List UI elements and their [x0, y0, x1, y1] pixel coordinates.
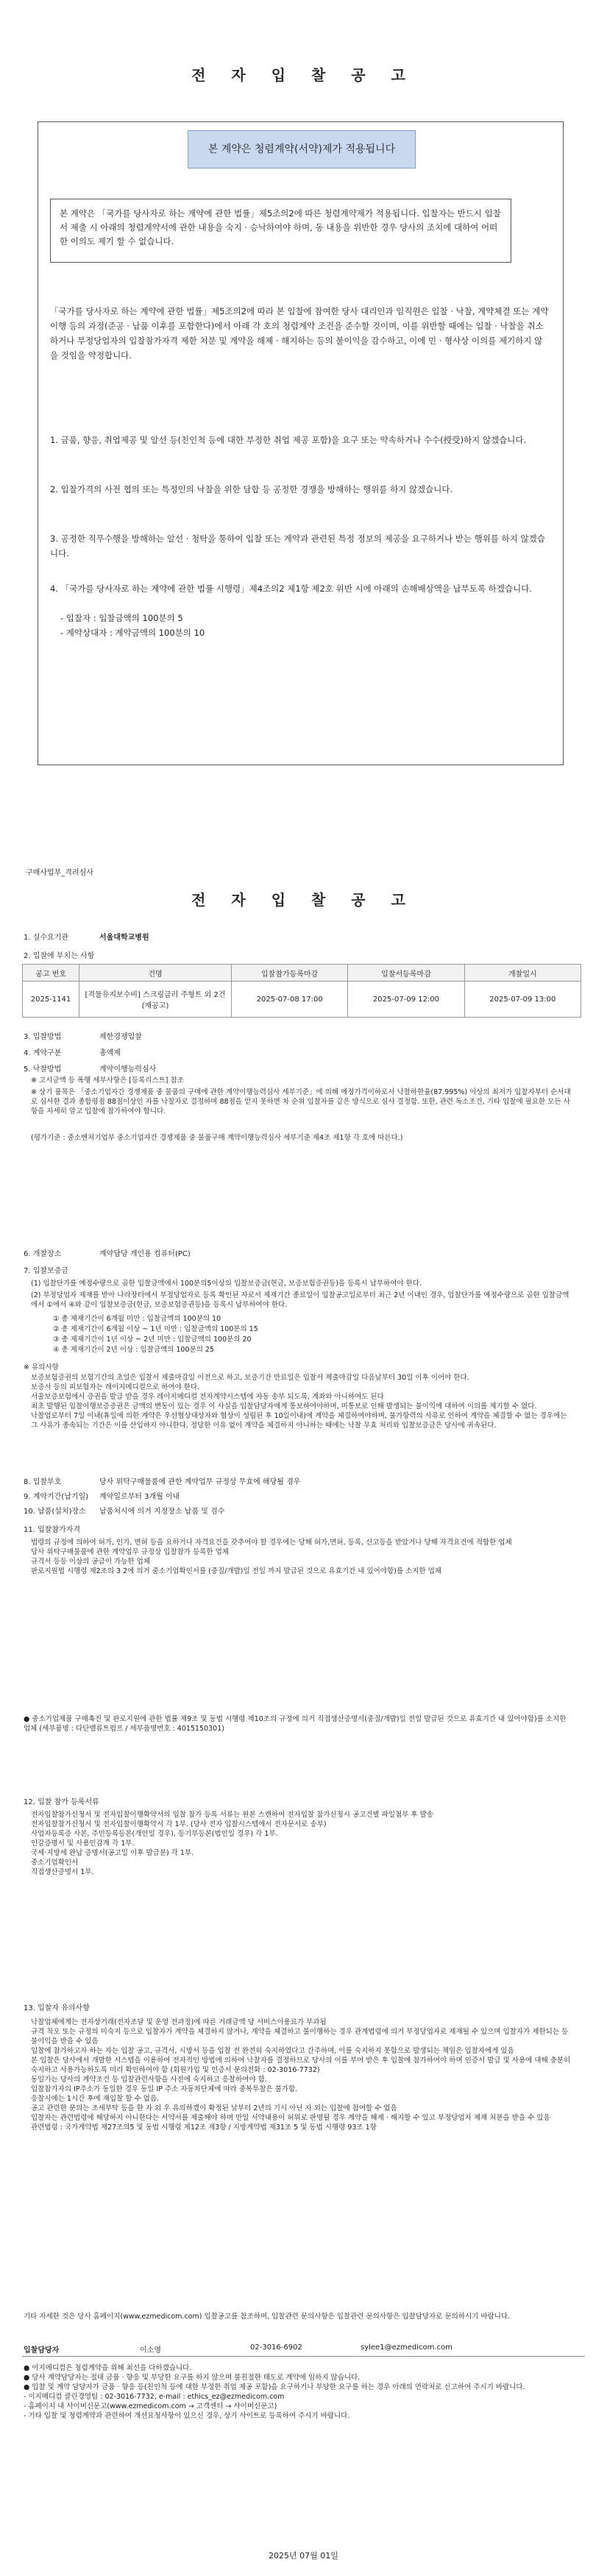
- list-item: 응찰시에는 1시간 후에 재입찰 할 수 없음.: [31, 2095, 160, 2103]
- contact-name: 이소영: [140, 2346, 161, 2355]
- list-item: 보증보험증권의 보험기간의 초일은 입찰서 제출마감일 이전으로 하고, 보증기간 만료일은 입찰서 제출마감일 다음날부터 30일 이후 이어야 한다.: [31, 1374, 469, 1382]
- table-row: [23, 982, 581, 1018]
- contact-email[interactable]: sylee1@ezmedicom.com: [361, 2343, 452, 2352]
- deposit-note-head: ※ 유의사항: [24, 1363, 59, 1372]
- list-item: 서울보증보험에서 증권을 발급 받을 경우 레이지메디컬 전자계약시스템에 자동 송부 되도록, 계좌와 아니하여도 된다: [31, 1393, 384, 1401]
- list-item: 전자입찰참가신청서 및 전자입찰이행확약서의 입찰 참가 등록 서류는 원본 스캔하여 전자입찰 참가신청시 공고건별 파일첨부 후 발송: [31, 1811, 434, 1819]
- integrity-banner: 본 계약은 청렴계약(서약)제가 적용됩니다: [188, 130, 416, 168]
- dev-value: 계약담당 개인용 컴퓨터(PC): [99, 1250, 191, 1258]
- table-cell: 2025-07-09 13:00: [464, 982, 581, 1018]
- table-cell: 2025-07-08 17:00: [232, 982, 348, 1018]
- list-item: - 홈페이지 내 사이버신문고(www.ezmedicom.com → 고객센터 → 사이버신문고): [24, 2402, 277, 2410]
- bid-schedule-table: [22, 964, 581, 1018]
- award-value: 계약이행능력심사: [99, 1065, 157, 1074]
- divider: [22, 2356, 585, 2357]
- docs-list: [31, 1810, 575, 1877]
- list-item: - 이지메디컴 클린경영팀 : 02-3016-7732, e-mail : ethics_ez@ezmedicom.com: [24, 2393, 285, 2401]
- list-item: 당사 위탁구매물품에 관한 계약업무 규정상 입찰참가 등록한 업체: [31, 1548, 229, 1556]
- list-item: 입찰자는 관련법령에 해당하지 아니한다는 서약서를 제출해야 하며 만일 서약내용이 허위로 판명될 경우 계약을 해제 · 해지할 수 있고 부정당업자 제재 처분을 받을 수 있음: [31, 2114, 550, 2122]
- table-cell: [격물유지보수비] 스크링클러 주형트 외 2건(재공고): [79, 982, 232, 1018]
- table-cell: 2025-07-09 12:00: [348, 982, 464, 1018]
- deposit-label: 7. 입찰보증금: [24, 1267, 69, 1275]
- table-cell: 2025-1141: [23, 982, 79, 1018]
- list-item: 관련법령 : 국가계약법 제27조의5 및 동법 시행령 제12조 제3항 / 지방계약법 제31조 5 및 동법 시행령 93조 1항: [31, 2123, 377, 2132]
- table-header: 입찰참가등록마감: [232, 965, 348, 982]
- list-item: 낙찰업체에게는 전자상거래(전자조달 및 운영 전과정)에 따른 거래금액 당 서비스이용료가 부과됨: [31, 2018, 327, 2026]
- deposit-2d: ④ 총 제재기간이 2년 이상 : 입찰금액의 100분의 25: [53, 1346, 214, 1354]
- deposit-2c: ③ 총 제재기간이 1년 이상 ~ 2년 미만 : 입찰금액의 100분의 20: [53, 1335, 252, 1344]
- method-value: 제한경쟁입찰: [99, 1033, 142, 1041]
- table-header: 입찰서등록마감: [348, 965, 464, 982]
- contact-phone: 02-3016-6902: [250, 2343, 302, 2352]
- integrity-item-3: 3. 공정한 직무수행을 방해하는 알선 · 청탁을 통하여 입찰 또는 계약과 관련된 특정 정보의 제공을 요구하거나 받는 행위를 하지 않겠습니다.: [50, 533, 545, 558]
- award-label: 5. 낙찰방법: [24, 1065, 62, 1074]
- list-item: 사업자등록증 사본, 주민등록등본(개인일 경우), 등기부등본(법인일 경우) 각 1부.: [31, 1830, 278, 1838]
- caution-label: 13. 입찰자 유의사항: [24, 2004, 90, 2012]
- integrity-item-4b: - 계약상대자 : 계약금액의 100분의 10: [60, 628, 205, 638]
- period-label: 9. 계약기간(납기일): [24, 1493, 89, 1501]
- delivery-label: 10. 납품(설치)장소: [24, 1508, 86, 1516]
- deposit-notes: [31, 1373, 575, 1430]
- org-label: 1. 실수요기관: [24, 934, 69, 942]
- table-header: 개찰일시: [464, 965, 581, 982]
- schedule-label: 2. 입찰에 부치는 사항: [24, 952, 95, 960]
- deposit-2a: ① 총 제재기간이 6개월 미만 : 입찰금액의 100분의 10: [53, 1315, 221, 1323]
- final-notes: [24, 2363, 568, 2421]
- goods-value: 당사 위탁구매물품에 관한 계약업무 규정상 무효에 해당될 경우: [99, 1478, 301, 1486]
- list-item: 규격서 등등 이상의 공급이 가능한 업체: [31, 1558, 150, 1566]
- contact-paragraph: 기타 자세한 것은 당사 홈페이지(www.ezmedicom.com) 입찰공고를 참조하며, 입찰관련 문의사항은 입찰관련 문의사항은 입찰담당자로 문의하시기 바랍니다.: [24, 2313, 511, 2321]
- list-item: 직접생산증명서 1부.: [31, 1868, 94, 1876]
- delivery-value: 납품처시에 의거 지정장소 납품 및 검수: [99, 1508, 225, 1516]
- list-item: 입찰참가자의 IP주소가 동일한 경우 동일 IP 주소 자동차단체에 따라 중복투찰은 불가함.: [31, 2085, 298, 2093]
- contract-label: 4. 계약구분: [24, 1049, 62, 1057]
- list-item: 국세·지방세 완납 증명서(공고일 이후 발급분) 각 1부.: [31, 1849, 194, 1857]
- list-item: 중소기업확인서: [31, 1859, 79, 1867]
- bid-title: 전 자 입 찰 공 고: [191, 891, 416, 909]
- qual-list: [31, 1538, 575, 1576]
- method-label: 3. 입찰방법: [24, 1033, 62, 1041]
- list-item: 공고 관련한 문의는 조세부탁 등을 한 자 외 우 유의하겠이 확정된 날부터 2년의 기시 아닌 자 외는 입찰에 참여할 수 없음: [31, 2104, 397, 2112]
- contract-value: 총액제: [99, 1049, 121, 1057]
- list-item: ● 당사 계약담당자는 절대 금품 · 향응 및 부당한 요구를 하지 않으며 불친절한 태도로 계약에 임하지 않습니다.: [24, 2374, 361, 2382]
- list-item: 동일가는 당사의 계약조건 등 입찰관련사항을 사전에 숙지하고 응찰하여야 함.: [31, 2076, 267, 2084]
- dev-label: 6. 개찰장소: [24, 1250, 62, 1258]
- table-header: 공고 번호: [23, 965, 79, 982]
- list-item: 인감증명서 및 사용인감계 각 1부.: [31, 1839, 135, 1848]
- integrity-item-4: 4. 「국가를 당사자로 하는 계약에 관한 법률 시행령」제4조의2 제1항 제2호 위반 시에 아래의 손해배상액을 납부토록 하겠습니다.: [50, 583, 532, 594]
- period-value: 계약일로부터 3개월 이내: [99, 1493, 180, 1501]
- list-item: 낙찰업로부터 7일 이내(휴일에 의한 계약은 우선협상대상자와 협상이 성립된 후 10일이내)에 계약을 체결하여야하며, 불가항력의 사유로 인하여 계약을 체결할 수 없는 경우에는 그 사유가 종속되는 기간은 이를 산입하지 아니한다. 정당한 이유 없이 계약을 체결하지 아니하는 때에는 낙찰 무효 처리와 입찰보증금은 당사에 귀속된다.: [31, 1412, 567, 1430]
- list-item: 전자입찰참가신청서 및 전자입찰이행확약서 각 1부. (당사 전자 입찰시스템에서 전자문서로 송부): [31, 1820, 327, 1828]
- list-item: 규격 착오 또는 규정의 미숙지 등으로 입찰자가 계약을 체결하지 않거나, 계약을 체결하고 불이행하는 경우 관계법령에 의거 부정당업자로 제재될 수 있으며 입찰자가 제한되는 등 불이익을 받을 수 있음: [31, 2028, 569, 2045]
- integrity-item-2: 2. 입찰가격의 사전 협의 또는 특정인의 낙찰을 위한 담합 등 공정한 경쟁을 방해하는 행위를 하지 않겠습니다.: [50, 484, 453, 494]
- award-note-2: ※ 상기 품목은 「중소기업자간 경쟁제품 중 물품의 구매에 관한 계약이행능력심사 세부기준」에 의해 예정가격이하로서 낙찰하한율(87.995%) 이상의 최저가 입찰자부터 순서대로 심사한 결과 종합평점 88점이상인 자를 낙찰자로 결정하며 88점을 얻지 못하면 차 순위 입찰자를 같은 방식으로 심사 결정함. 또한, 관련 독소조건, 기타 입찰에 필요한 모든 사항을 자세히 알고 입찰에 참가하여야 합니다.: [31, 1088, 571, 1115]
- qual-label: 11. 입찰참가자격: [24, 1526, 81, 1534]
- table-header: 건명: [79, 965, 232, 982]
- integrity-item-4a: - 입찰자 : 입찰금액의 100분의 5: [60, 613, 183, 623]
- list-item: 판로지원법 시행령 제2조의 3 2에 의거 중소기업확인서를 (중질/개발)일 전일 까지 발급된 것으로 유효기간 내 있어야함)를 소지한 업체: [31, 1567, 441, 1575]
- list-item: 보증서 등의 피보험자는 레이지메디컬으로 하여야 한다.: [31, 1383, 200, 1391]
- list-item: 본 입찰은 당사에서 개발한 시스템을 이용하여 전자적인 방법에 의하여 낙찰자를 결정하므로 당사의 이를 부여 받은 후 입찰에 참가하여야 하며 인증서 발급 및 사용에 대해 충분히 숙지하고 사용가능하도록 미리 확인하여야 함 (회원가입 및 인증서 문의전화 : 02-3016-7732): [31, 2057, 571, 2074]
- integrity-item-1: 1. 금품, 향응, 취업제공 및 알선 등(친인척 등에 대한 부정한 취업 제공 포함)을 요구 또는 약속하거나 수수(授受)하지 않겠습니다.: [50, 435, 527, 445]
- list-item: 법령의 규정에 의하여 허가, 인가, 면허 등을 요하거나 자격요건을 갖추어야 할 경우에는 당해 허가,면허, 등록, 신고등을 받았거나 당해 자격요건에 적합한 업체: [31, 1539, 512, 1547]
- award-note-1: ※ 고시금액 등 폭행 세부사항은 [등록리스트] 참조: [31, 1076, 184, 1085]
- category-label: 구매사업부_격려심사: [26, 869, 93, 877]
- goods-label: 8. 입찰부호: [24, 1478, 62, 1486]
- deposit-1: (1) 입찰단가를 예정수량으로 곱한 입찰금액에서 100분의5이상의 입찰보증금(현금, 보증보험증권등)을 등록시 납부하여야 한다.: [31, 1280, 422, 1288]
- deposit-2b: ② 총 제재기간이 6개월 이상 ~ 1년 미만 : 입찰금액의 100분의 15: [53, 1325, 258, 1333]
- org-value: 서울대학교병원: [99, 934, 149, 942]
- deposit-2: (2) 부정당업자 제재를 받아 나라장터에서 부정당업자로 등록 확인된 자로서 제재기간 종료일이 입찰공고일로부터 최근 2년 이내인 경우, 입찰단가를 예정수량으로 곱한 입찰금액에서 ①에서 ④와 같이 입찰보증금(현금, 보증보험증권등)을 등록시 납부하여야 한다.: [31, 1291, 569, 1309]
- sme-note: ● 중소기업제품 구매촉진 및 판로지원에 관한 법률 제9조 및 동법 시행령 제10조의 규정에 의거 직접생산증명서(중질/개발)일 전일 발급된 것으로 유효기간 내 있어야함)를 소지한 업체 (세부품명 : 다단밸류트펌프 / 세부품명번호 : 4015150301): [24, 1715, 567, 1733]
- docs-label: 12. 입찰 참가 등록서류: [24, 1798, 99, 1806]
- award-note-3: (평가기준 : 중소벤처기업부 중소기업자간 경쟁제품 중 물품구매 계약이행능력심사 세부기준 제4조 제1항 각 호에 따른다.): [31, 1134, 403, 1142]
- integrity-intro: 「국가를 당사자로 하는 계약에 관한 법률」제5조의2에 따라 본 입찰에 참여한 당사 대리인과 임직원은 입찰 · 낙찰, 계약체결 또는 계약이행 등의 과정(준공 · 납품 이후를 포함한다)에서 아래 각 호의 청렴계약 조건을 준수할 것이며, 이를 위반할 때에는 입찰 · 낙찰을 취소하거나 부정당업자의 입찰참가자격 제한 처분 및 계약을 해제 · 해지하는 등의 불이익을 감수하고, 이에 민 · 형사상 이의를 제기하지 않을 것임을 약정합니다.: [50, 306, 549, 361]
- list-item: ● 이지메디컴은 청렴계약을 위해 최선을 다하겠습니다.: [24, 2364, 192, 2372]
- caution-list: [31, 2018, 575, 2132]
- list-item: ● 입찰 및 계약 담당자가 금품 · 향응 등(친인척 등에 대한 부정한 취업 제공 포함)을 요구하거나 부당한 요구를 하는 경우 아래의 연락처로 신고하여 주시기 바랍니다.: [24, 2383, 525, 2391]
- page-title: 전 자 입 찰 공 고: [191, 66, 416, 84]
- contact-label: 입찰담당자: [24, 2346, 60, 2355]
- announcement-date: 2025년 07월 01일: [269, 2551, 338, 2561]
- list-item: - 기타 입찰 및 청렴계약과 관련하여 개선요청사항이 있으신 경우, 상기 사이트로 등록하여 주시기 바랍니다.: [24, 2412, 350, 2420]
- integrity-notice: 본 계약은 「국가를 당사자로 하는 계약에 관한 법률」제5조의2에 따른 청렴계약제가 적용됩니다. 입찰자는 반드시 입찰서 제출 시 아래의 청렴계약서에 관한 내용을 숙지 · 승낙하여야 하며, 동 내용을 위반한 경우 당사의 조치에 대하여 어떠한 이의도 제기 할 수 없습니다.: [50, 199, 511, 263]
- list-item: 입찰에 참가하고자 하는 자는 입찰 공고, 규격서, 시방서 등을 입찰 전 완전히 숙지하였다고 간주하며, 이를 숙지하지 못함으로 발생되는 책임은 입찰자에게 있음: [31, 2047, 514, 2055]
- list-item: 최초 발행된 입찰이행보증증권은 금액의 변동이 있는 경우 이 사실을 입찰담당자에게 통보하여야하며, 미통보로 인해 발생되는 불이익에 대하여 이의를 제기할 수 없다.: [31, 1402, 537, 1411]
- table-header-row: [23, 965, 581, 982]
